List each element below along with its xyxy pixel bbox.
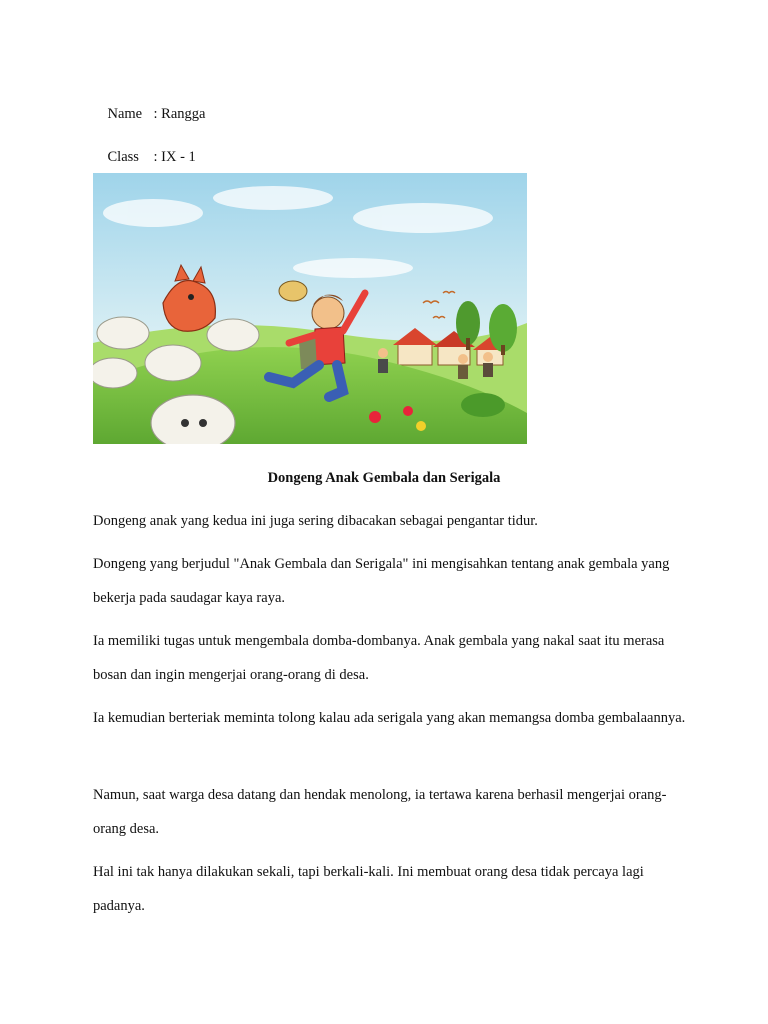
paragraph-5: Namun, saat warga desa datang dan hendak menolong, ia tertawa karena berhasil mengerjai orang-orang desa. [93, 787, 667, 837]
story-title: Dongeng Anak Gembala dan Serigala [267, 470, 501, 486]
shepherd-wolf-illustration [93, 173, 527, 444]
paragraph-6: Hal ini tak hanya dilakukan sekali, tapi berkali-kali. Ini membuat orang desa tidak percaya lagi padanya. [93, 864, 644, 914]
name-value: : Rangga [153, 106, 206, 122]
class-value: : IX - 1 [153, 149, 196, 165]
class-label: Class [107, 149, 139, 165]
paragraph-2: Dongeng yang berjudul "Anak Gembala dan Serigala" ini mengisahkan tentang anak gembala yang bekerja pada saudagar kaya raya. [93, 556, 670, 606]
story-illustration [93, 173, 527, 444]
paragraph-4: Ia kemudian berteriak meminta tolong kalau ada serigala yang akan memangsa domba gembalaannya. [93, 710, 686, 726]
name-label: Name [107, 106, 143, 122]
paragraph-3: Ia memiliki tugas untuk mengembala domba-dombanya. Anak gembala yang nakal saat itu merasa bosan dan ingin mengerjai orang-orang di desa. [93, 633, 665, 683]
paragraph-1: Dongeng anak yang kedua ini juga sering dibacakan sebagai pengantar tidur. [93, 513, 538, 529]
